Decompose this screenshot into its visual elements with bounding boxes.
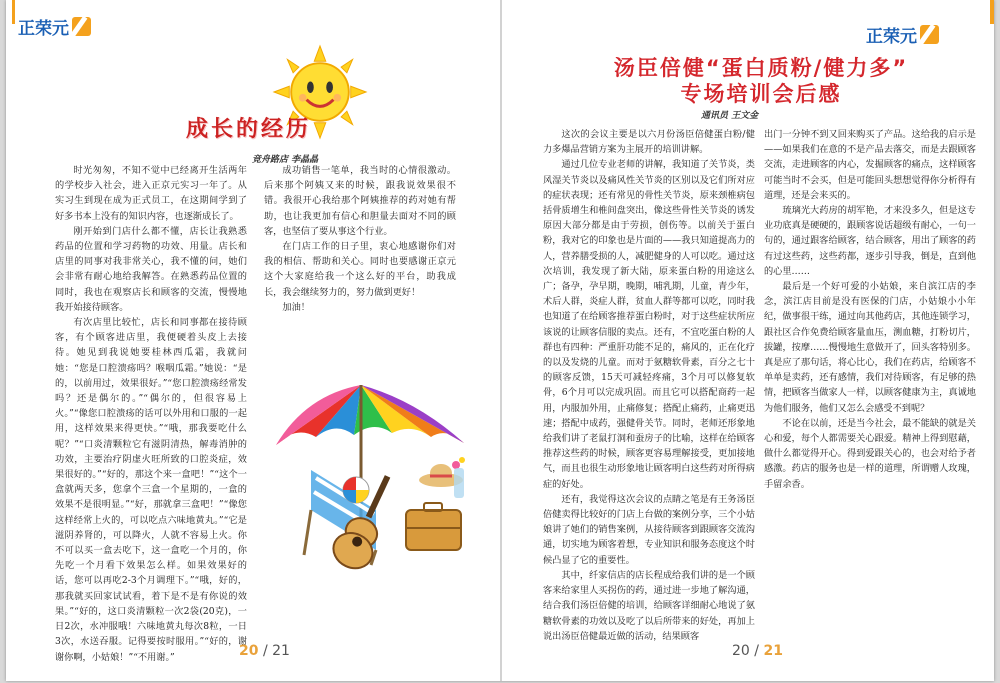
corner-tab-right <box>990 0 994 24</box>
page-number-other: 21 <box>272 643 290 659</box>
article-headline-line-2: 专场培训会后感 <box>680 82 842 106</box>
brand-logo-mark-icon <box>72 17 91 36</box>
article-title-left: 成长的经历 <box>186 117 312 142</box>
paragraph: 不论在以前，还是当今社会，最不能缺的就是关心和爱，每个人都需要关心跟爱。精神上得到慰藉，做什么都觉得开心。得到爱跟关心的，也会对给予者感激。药店的服务也是一样的道理，所谓赠人玫瑰，手留余香。 <box>764 417 976 490</box>
magazine-spread <box>6 0 994 681</box>
page-number-current: 21 <box>763 643 783 659</box>
page-number-other: 20 <box>732 643 750 659</box>
article-column-right-1 <box>543 127 755 642</box>
author-byline-left: 竞舟路店 李晶晶 <box>252 155 319 165</box>
author-byline-right: 通讯员 王文金 <box>701 111 759 121</box>
paragraph: 通过几位专业老师的讲解，我知道了关节炎，类风湿关节炎以及痛风性关节炎的区别以及它们所对应的症状表现；还有常见的骨性关节炎，原来颈椎病包括骨质增生和椎间盘突出，像这些骨性关节炎的诱发原因大部分都是由于劳损，创伤等。以前关于蛋白粉，我对它的印象也是片面的——我只知道提高力的人，营养膳受损的人，减肥健身的人可以吃。通过这次培训，我发现了新大陆，原来蛋白粉的用途这么广；备孕，孕早期，晚期，哺乳期，儿童，青少年，术后人群，炎症人群，贫血人群等都可以吃，同时我也知道了在给顾客推荐蛋白粉时，对于这些症状所应该说的让顾客信服的卖点。还有，不宜吃蛋白粉的人群也有四种：严重肝功能不足的，痛风的，正在化疗的以及发烧的儿童。而对于氨糖软骨素，百分之七十的顾客反馈，15天可减轻疼痛，3个月可以修复软骨，6个月可以完成巩固。而且它可以搭配商药一起用，内服加外用，止痛修复；搭配止痛药，止痛更迅速；搭配中成药，强健骨关节。同时，老师还形象地给我们讲了老鼠打洞和蚕房子的比喻，这样在给顾客推荐这些药的时候，顾客更容易理解接受，更加接地气，而且也很生动形象地让顾客明白这些药对所得病症的好处。 <box>543 159 755 490</box>
paragraph: 成功销售一笔单，我当时的心情很激动。后来那个阿姨又来的时候，跟我说效果很不错。我很开心我给那个阿姨推荐的药对她有帮助，也让我更加有信心和胆量去面对不同的顾客，也坚信了要从事这个行业。 <box>264 165 456 237</box>
paragraph: 这次的会议主要是以六月份汤臣倍健蛋白粉/健力多爆品营销方案为主展开的培训讲解。 <box>543 129 755 156</box>
page-number-separator: / <box>262 643 268 659</box>
beach-umbrella-illustration <box>256 360 476 575</box>
paragraph: 刚开始到门店什么都不懂，店长让我熟悉药品的位置和学习药物的功效、用量。店长和店里的同事对我非常关心，我不懂的问，她们会非常有耐心地给我解答。在熟悉药品位置的同时，我也在观察店长和顾客的交流，慢慢地我开始接待顾客。 <box>55 225 247 313</box>
corner-tab-left <box>12 0 15 24</box>
paragraph: 有次店里比较忙，店长和同事都在接待顾客，有个顾客进店里，我便硬着头皮上去接待。她见到我说她要桂林西瓜霜，我就问她：“您是口腔溃疡吗？喉咽瓜霜。”她说：“是的，以前用过，效果很好。”“您口腔溃疡经常发吗？还是偶尔的。”“偶尔的，但很容易上火。”“像您口腔溃疡的话可以外用和口服的一起用，这样效果来得更快。”“哦，那我要吃什么呢？”“口炎清颗粒它有滋阴清热，解毒消肿的功效，主要治疗阴虚火旺所致的口腔炎症，效果很好的。”“好的，那这个来一盒吧！”“这个一盒就两天多，您拿个三盒一个星期的，一盒的效果不是很明显。”“好，那就拿三盒吧！”“像您这样经常上火的，可以吃点六味地黄丸。”“它是滋阴养肾的，可以降火，人就不容易上火。你不可以买一盒去吃下，这一盒吃一个月的，你先吃一个月看下效果怎么样。如果效果好的话，您可以再吃2-3个月调理下。”“哦，好的，那我就买回家试试看，着下是不是有你说的效果。”“好的，这口炎清颗粒一次2袋(20克)，一日2次，水冲服哦！六味地黄丸每次8粒，一日3次，水送吞服。记得要按时服用。”“好的，谢谢你啊，小姑娘！”“不用谢。” <box>55 317 247 663</box>
paragraph: 还有，我觉得这次会议的点睛之笔是有王务汤臣倍健卖得比较好的门店上台做的案例分享，三个小姑娘讲了她们的销售案例，从接待顾客到跟顾客交流沟通，切实地为顾客着想，专业知识和服务态度这个时候凸显了它的重要性。 <box>543 493 755 566</box>
article-column-right-2 <box>764 127 976 617</box>
brand-logo-mark-icon <box>920 25 939 44</box>
article-column-left-1 <box>55 163 247 663</box>
paragraph: 其中，纤家信店的店长程成给我们讲的是一个顾客来给家里人买拐伤的药，通过进一步地了解沟通，结合我们汤臣倍健的培训，给顾客详细耐心地说了氨糖软骨素的功效以及吃了以后所带来的好处，再加上说出汤臣倍健最近做的活动，结果顾客 <box>543 569 755 642</box>
article-column-left-2 <box>264 163 456 313</box>
paragraph: 加油！ <box>282 301 310 313</box>
article-headline-line-1: 汤臣倍健“蛋白质粉/健力多” <box>613 56 909 80</box>
page-number-separator: / <box>754 643 759 659</box>
paragraph: 出门一分钟不到又回来购买了产品。这给我的启示是——如果我们在意的不是产品去落交，而是去跟顾客交流，走进顾客的内心，发掘顾客的痛点，这样顾客可能当时不会买，但是可能回头想想觉得你分析得有道理，还是会来买的。 <box>764 129 976 201</box>
paragraph: 在门店工作的日子里，衷心地感谢你们对我的相信、帮助和关心。同时也要感谢正京元这个大家庭给我一个这么好的平台，助我成长，我会继续努力的，努力做到更好！ <box>264 241 456 298</box>
brand-logo-text: 正荣元 <box>18 18 69 39</box>
paragraph: 琉璃光大药房的胡军艳，才来没多久，但是这专业功底真是硬硬的，跟顾客说话超级有耐心，一句一句的，通过跟客给顾客，结合顾客，用出了顾客的药有过这些药，这些药都，逐步引导我，倒是，直到他的心里…… <box>764 205 976 277</box>
paragraph: 时光匆匆，不知不觉中已经离开生活两年的学校步入社会，进入正京元实习一年了。从实习生到现在成为正式员工，在这期间学到了好多书本上没有的知识内容，也逐渐成长了。 <box>55 165 247 222</box>
page-number-current: 20 <box>239 643 259 659</box>
page-number-left <box>239 643 290 659</box>
page-spine <box>500 0 502 681</box>
paragraph: 最后是一个好可爱的小姑娘，来自滨江店的李念，滨江店目前是没有医保的门店，小姑娘小小年纪，做事很干练，通过向其他药店，其他连锁学习，跟社区合作免费给顾客量血压，测血糖，打粉切片，拔罐，按摩……慢慢地生意做开了，回头客特别多。真是应了那句话，将心比心，我们在药店，给顾客不单单是卖药，还有感情，我们对待顾客，有足够的热情，把顾客当做家人一样，以顾客健康为主，真诚地为他们服务，他们又怎么会感受不到呢？ <box>764 281 976 414</box>
brand-logo-left <box>18 14 91 38</box>
brand-logo-text: 正荣元 <box>866 26 917 47</box>
page-number-right <box>732 643 783 659</box>
brand-logo-right <box>866 22 939 46</box>
